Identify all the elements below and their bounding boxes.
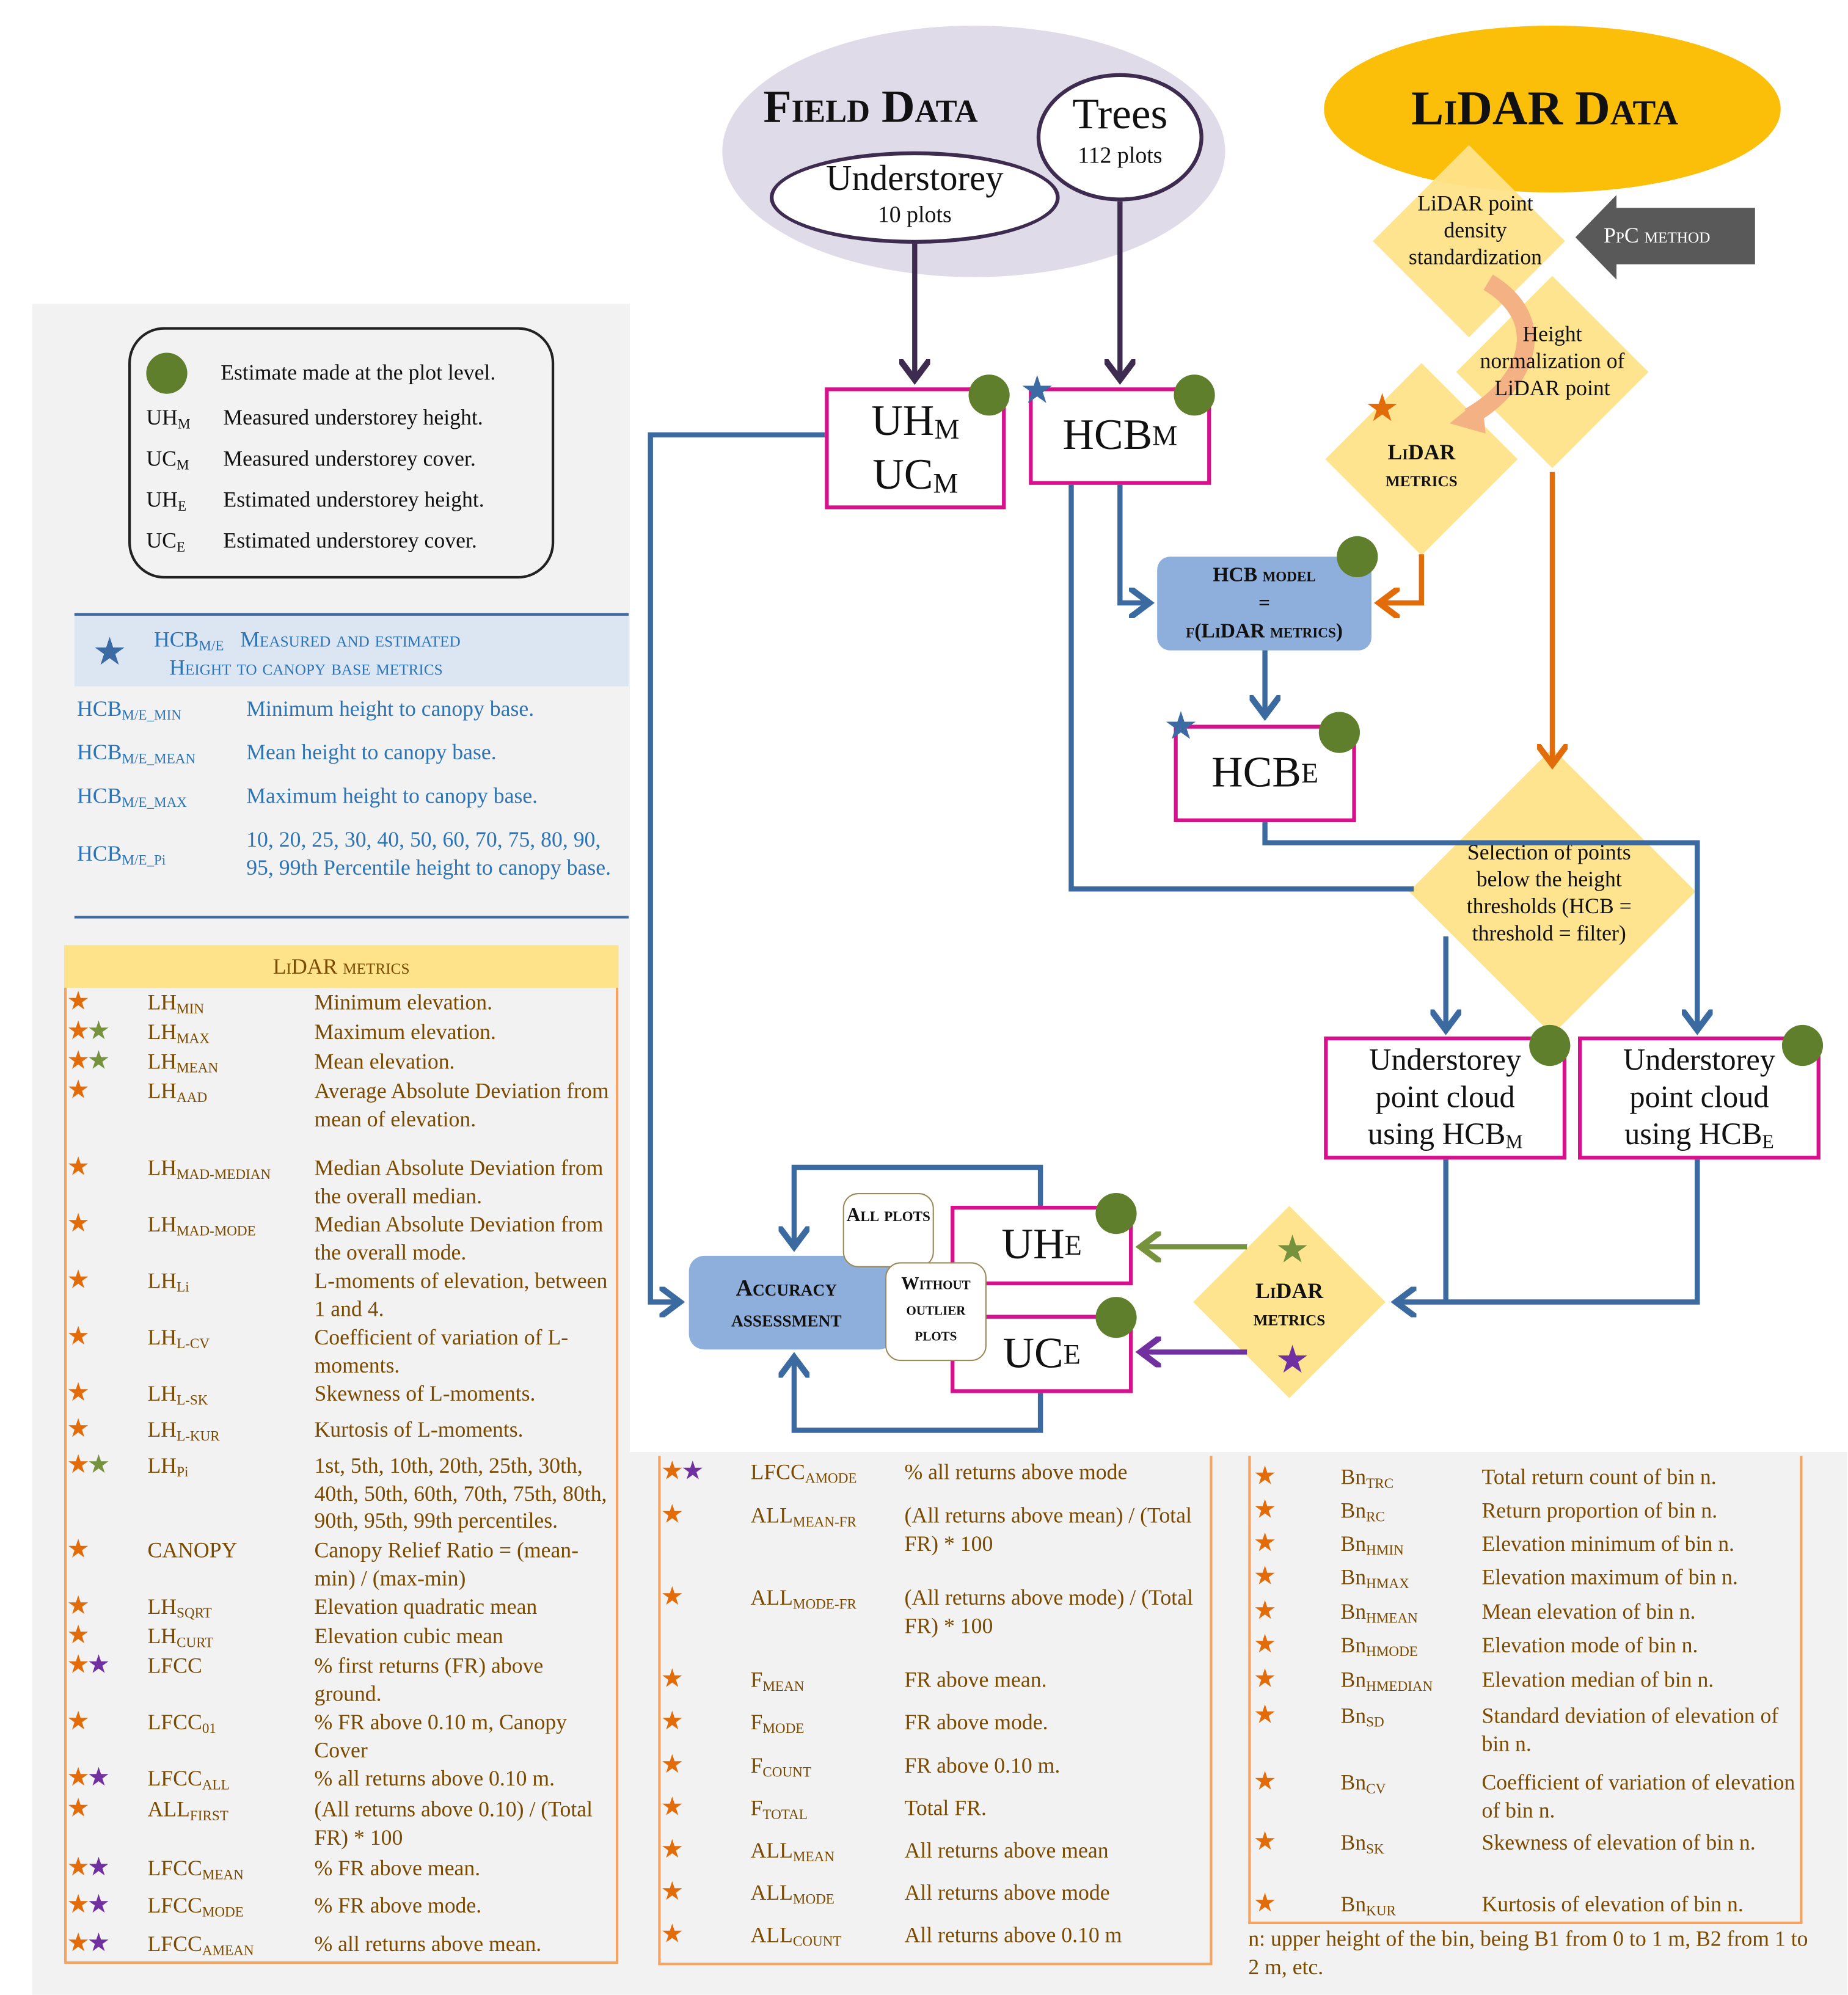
star-icon: ★ bbox=[67, 1929, 87, 1958]
metric-code: $Bn_{HMAX}$ bbox=[1340, 1565, 1409, 1592]
lidar-data-title: LiDAR Data bbox=[1411, 82, 1679, 136]
metric-code: $Bn_{SD}$ bbox=[1340, 1703, 1384, 1731]
hcb-header bbox=[75, 613, 629, 687]
metric-stars bbox=[661, 1459, 702, 1486]
blue-star-icon: ★ bbox=[92, 631, 127, 674]
metric-stars bbox=[67, 1018, 108, 1045]
star-icon: ★ bbox=[1253, 1889, 1274, 1918]
metric-stars bbox=[67, 1452, 108, 1479]
star-icon: ★ bbox=[87, 1017, 108, 1046]
arrow-cloud-e-metrics bbox=[1396, 1158, 1698, 1302]
arrow-uhm-accuracy bbox=[651, 435, 825, 1302]
hcb-model-box bbox=[1157, 556, 1371, 650]
star-icon: ★ bbox=[67, 1763, 87, 1792]
metric-stars bbox=[67, 1324, 87, 1351]
blue-star-icon: ★ bbox=[1163, 706, 1199, 748]
metric-code: $LH_{MAD-MODE}$ bbox=[147, 1212, 256, 1239]
metric-code: $LFCC_{MODE}$ bbox=[147, 1893, 244, 1920]
hcb-metric-description: 10, 20, 25, 30, 40, 50, 60, 70, 75, 80, 90, 95, 99th Percentile height to canopy base. bbox=[246, 827, 612, 880]
metric-stars bbox=[67, 1267, 87, 1294]
metric-description: (All returns above 0.10) / (Total FR) * 100 bbox=[314, 1797, 593, 1850]
metric-description: FR above mean. bbox=[904, 1667, 1047, 1692]
metric-stars bbox=[67, 1796, 87, 1823]
star-icon: ★ bbox=[1253, 1597, 1274, 1625]
metric-stars bbox=[661, 1585, 681, 1611]
metric-description: (All returns above mode) / (Total FR) * 100 bbox=[904, 1585, 1193, 1638]
legend-code: $UH_M$ bbox=[146, 405, 191, 432]
metric-code: $LH_{MAX}$ bbox=[147, 1019, 210, 1047]
metric-code: $LFCC_{MEAN}$ bbox=[147, 1856, 244, 1883]
metric-stars bbox=[661, 1922, 681, 1949]
plot-level-dot-icon bbox=[146, 353, 187, 394]
metric-stars bbox=[67, 1709, 87, 1735]
metric-stars bbox=[1254, 1702, 1274, 1729]
understorey-label: Understorey bbox=[825, 159, 1004, 199]
metric-code: $LH_{MAD-MEDIAN}$ bbox=[147, 1156, 271, 1183]
metric-description: % all returns above mean. bbox=[314, 1931, 542, 1957]
metric-code: $ALL_{MEAN}$ bbox=[750, 1838, 835, 1866]
metric-stars bbox=[67, 1855, 108, 1882]
metric-code: $LH_{Li}$ bbox=[147, 1268, 189, 1296]
metric-description: Median Absolute Deviation from the overall mode. bbox=[314, 1212, 604, 1264]
hcbe-box: HCB E bbox=[1174, 725, 1356, 823]
star-icon: ★ bbox=[87, 1929, 108, 1958]
arrow-metrics-model bbox=[1379, 554, 1422, 603]
arrow-hcbm-model bbox=[1120, 484, 1149, 603]
metric-stars bbox=[661, 1795, 681, 1822]
legend-box bbox=[128, 327, 554, 579]
accuracy-assessment-label: Accuracy assessment bbox=[731, 1275, 842, 1332]
metric-stars bbox=[1254, 1632, 1274, 1658]
hcb-model-equals: = bbox=[1258, 593, 1271, 615]
plot-level-dot-icon bbox=[968, 374, 1009, 415]
metric-description: Mean elevation. bbox=[314, 1049, 455, 1074]
metric-code: LFCC bbox=[147, 1653, 202, 1678]
legend-description: Measured understorey height. bbox=[223, 405, 483, 430]
metric-code: $ALL_{FIRST}$ bbox=[147, 1797, 228, 1825]
metric-code: $LH_{L-KUR}$ bbox=[147, 1417, 220, 1445]
cloud-hcbe-line1: Understorey bbox=[1623, 1043, 1776, 1077]
metric-description: Kurtosis of L-moments. bbox=[314, 1417, 524, 1442]
plot-level-dot-icon bbox=[1319, 712, 1360, 753]
metric-description: All returns above mode bbox=[904, 1880, 1110, 1905]
metric-stars bbox=[67, 1537, 87, 1564]
hcb-metric-description: Maximum height to canopy base. bbox=[246, 784, 538, 808]
all-plots-label: All plots bbox=[843, 1193, 934, 1267]
star-icon: ★ bbox=[67, 1379, 87, 1407]
hcb-metric-code: $HCB_{M/E\_MEAN}$ bbox=[76, 740, 196, 767]
ppc-method-label: PpC method bbox=[1604, 223, 1711, 248]
metric-stars bbox=[67, 1048, 108, 1075]
metric-description: FR above mode. bbox=[904, 1710, 1048, 1735]
metric-description: % all returns above mode bbox=[904, 1459, 1128, 1484]
metric-code: $Bn_{HMEAN}$ bbox=[1340, 1599, 1418, 1627]
star-icon: ★ bbox=[1253, 1630, 1274, 1659]
metric-code: CANOPY bbox=[147, 1537, 238, 1563]
metric-stars bbox=[1254, 1769, 1274, 1796]
field-data-title: Field Data bbox=[763, 81, 978, 133]
metric-description: % FR above mean. bbox=[314, 1856, 481, 1881]
metric-stars bbox=[67, 1652, 108, 1679]
star-icon: ★ bbox=[87, 1891, 108, 1919]
uce-box: UC E bbox=[951, 1315, 1133, 1393]
star-icon: ★ bbox=[67, 1415, 87, 1443]
purple-star-icon: ★ bbox=[1275, 1339, 1310, 1382]
metric-stars bbox=[1254, 1599, 1274, 1625]
plot-level-dot-icon bbox=[1782, 1025, 1823, 1066]
metric-description: Maximum elevation. bbox=[314, 1019, 496, 1045]
star-icon: ★ bbox=[67, 1076, 87, 1105]
star-icon: ★ bbox=[660, 1793, 681, 1822]
plot-level-dot-icon bbox=[1095, 1193, 1136, 1234]
metric-code: $ALL_{MODE}$ bbox=[750, 1880, 835, 1908]
metric-description: Mean elevation of bin n. bbox=[1481, 1599, 1696, 1624]
metric-description: Standard deviation of elevation of bin n. bbox=[1481, 1703, 1779, 1756]
star-icon: ★ bbox=[67, 1650, 87, 1679]
star-icon: ★ bbox=[1253, 1767, 1274, 1796]
legend-code: $UC_M$ bbox=[146, 446, 189, 473]
star-icon: ★ bbox=[67, 1891, 87, 1919]
star-icon: ★ bbox=[87, 1650, 108, 1679]
metric-description: Elevation median of bin n. bbox=[1481, 1667, 1714, 1692]
metric-stars bbox=[67, 1623, 87, 1650]
metric-description: Coefficient of variation of elevation of bin n. bbox=[1481, 1770, 1795, 1823]
metric-code: $Bn_{SK}$ bbox=[1340, 1830, 1384, 1858]
metric-stars bbox=[67, 989, 87, 1016]
metric-description: Median Absolute Deviation from the overall median. bbox=[314, 1156, 604, 1208]
star-icon: ★ bbox=[87, 1853, 108, 1882]
metric-code: $LH_{MIN}$ bbox=[147, 990, 205, 1018]
uhm-label: $UH_M$ bbox=[871, 396, 960, 445]
legend-description: Measured understorey cover. bbox=[223, 446, 476, 471]
metric-stars bbox=[1254, 1666, 1274, 1693]
star-icon: ★ bbox=[67, 1535, 87, 1564]
metric-description: Skewness of elevation of bin n. bbox=[1481, 1830, 1756, 1855]
star-icon: ★ bbox=[67, 1046, 87, 1075]
metric-description: Total return count of bin n. bbox=[1481, 1465, 1717, 1490]
star-icon: ★ bbox=[660, 1457, 681, 1486]
metric-stars bbox=[661, 1709, 681, 1735]
star-icon: ★ bbox=[1253, 1495, 1274, 1524]
metric-stars bbox=[67, 1892, 108, 1919]
metric-description: Elevation minimum of bin n. bbox=[1481, 1531, 1735, 1556]
metric-code: $LFCC_{01}$ bbox=[147, 1710, 216, 1737]
hcbm-box: HCB M bbox=[1029, 387, 1211, 485]
star-icon: ★ bbox=[67, 1853, 87, 1882]
metric-stars bbox=[67, 1930, 108, 1957]
metric-code: $LH_{SQRT}$ bbox=[147, 1594, 212, 1622]
star-icon: ★ bbox=[660, 1665, 681, 1693]
metric-description: Minimum elevation. bbox=[314, 990, 493, 1015]
normalization-text: Height normalization of LiDAR point bbox=[1480, 322, 1625, 401]
cloud-hcbm-line2: point cloud bbox=[1375, 1081, 1515, 1114]
star-icon: ★ bbox=[681, 1457, 702, 1486]
star-icon: ★ bbox=[660, 1583, 681, 1611]
hcb-metric-code: $HCB_{M/E\_MAX}$ bbox=[76, 784, 187, 811]
star-icon: ★ bbox=[660, 1878, 681, 1906]
metric-description: L-moments of elevation, between 1 and 4. bbox=[314, 1268, 608, 1321]
metric-description: Elevation maximum of bin n. bbox=[1481, 1565, 1738, 1589]
selection-text: Selection of points below the height thresholds (HCB = threshold = filter) bbox=[1466, 840, 1632, 946]
metric-code: $LFCC_{AMODE}$ bbox=[750, 1459, 857, 1487]
metric-description: Elevation mode of bin n. bbox=[1481, 1633, 1698, 1658]
cloud-hcbm-box bbox=[1324, 1037, 1566, 1160]
star-icon: ★ bbox=[67, 1451, 87, 1479]
blue-star-icon: ★ bbox=[1020, 369, 1055, 412]
lidar-metrics-text-top: LiDAR metrics bbox=[1385, 440, 1458, 492]
star-icon: ★ bbox=[87, 1451, 108, 1479]
metric-code: $F_{COUNT}$ bbox=[750, 1753, 811, 1781]
star-icon: ★ bbox=[1253, 1562, 1274, 1591]
star-icon: ★ bbox=[660, 1751, 681, 1779]
metric-stars bbox=[1254, 1497, 1274, 1524]
trees-count: 112 plots bbox=[1078, 142, 1163, 169]
star-icon: ★ bbox=[67, 1017, 87, 1046]
metric-description: (All returns above mean) / (Total FR) * 100 bbox=[904, 1503, 1192, 1556]
metric-description: Kurtosis of elevation of bin n. bbox=[1481, 1892, 1744, 1917]
hcb-metric-description: Minimum height to canopy base. bbox=[246, 696, 535, 721]
star-icon: ★ bbox=[660, 1836, 681, 1864]
metric-description: Elevation cubic mean bbox=[314, 1624, 503, 1649]
metric-description: Coefficient of variation of L-moments. bbox=[314, 1325, 569, 1377]
metric-code: $Bn_{HMIN}$ bbox=[1340, 1531, 1404, 1559]
star-icon: ★ bbox=[660, 1501, 681, 1530]
metric-description: All returns above mean bbox=[904, 1838, 1109, 1863]
without-outlier-plots-label: Without outlier plots bbox=[885, 1262, 987, 1361]
lidar-metrics-header: LiDAR metrics bbox=[64, 946, 618, 988]
metric-code: $LH_{CURT}$ bbox=[147, 1624, 214, 1651]
plot-level-dot-icon bbox=[1174, 374, 1214, 415]
metric-description: % FR above 0.10 m, Canopy Cover bbox=[314, 1710, 568, 1762]
metric-code: $Bn_{HMODE}$ bbox=[1340, 1633, 1418, 1660]
star-icon: ★ bbox=[1253, 1701, 1274, 1729]
metric-code: $LH_{MEAN}$ bbox=[147, 1049, 219, 1076]
metric-stars bbox=[1254, 1891, 1274, 1917]
metric-description: All returns above 0.10 m bbox=[904, 1922, 1122, 1947]
metric-stars bbox=[67, 1154, 87, 1181]
legend-description: Estimated understorey cover. bbox=[223, 528, 477, 553]
metric-stars bbox=[661, 1837, 681, 1864]
star-icon: ★ bbox=[67, 1209, 87, 1238]
metric-description: % first returns (FR) above ground. bbox=[314, 1653, 544, 1705]
metric-stars bbox=[67, 1380, 87, 1407]
accuracy-assessment-box bbox=[689, 1256, 894, 1349]
orange-star-icon: ★ bbox=[1365, 387, 1400, 430]
metric-description: Elevation quadratic mean bbox=[314, 1594, 538, 1619]
star-icon: ★ bbox=[67, 1794, 87, 1823]
metric-code: $ALL_{MEAN-FR}$ bbox=[750, 1503, 856, 1531]
metric-code: $LH_{L-SK}$ bbox=[147, 1381, 208, 1409]
metric-stars bbox=[1254, 1530, 1274, 1557]
metric-stars bbox=[661, 1752, 681, 1779]
ucm-label: $UC_M$ bbox=[872, 451, 959, 498]
metric-code: $Bn_{TRC}$ bbox=[1340, 1465, 1394, 1492]
star-icon: ★ bbox=[1253, 1665, 1274, 1693]
star-icon: ★ bbox=[1253, 1828, 1274, 1856]
plot-level-dot-icon bbox=[1529, 1025, 1570, 1066]
metric-stars bbox=[67, 1416, 87, 1443]
star-icon: ★ bbox=[67, 1707, 87, 1736]
metric-code: $Bn_{CV}$ bbox=[1340, 1770, 1386, 1798]
legend-code: $UC_E$ bbox=[146, 528, 186, 556]
metric-code: $ALL_{COUNT}$ bbox=[750, 1922, 842, 1950]
metric-description: % all returns above 0.10 m. bbox=[314, 1766, 555, 1791]
star-icon: ★ bbox=[67, 987, 87, 1016]
cloud-hcbe-line3: using $HCB_E$ bbox=[1624, 1118, 1774, 1153]
metric-description: 1st, 5th, 10th, 20th, 25th, 30th, 40th, 50th, 60th, 70th, 75th, 80th, 90th, 95th, 99th percentiles. bbox=[314, 1453, 607, 1533]
metric-code: $ALL_{MODE-FR}$ bbox=[750, 1585, 856, 1613]
metric-code: $F_{MODE}$ bbox=[750, 1710, 805, 1737]
metric-description: Total FR. bbox=[904, 1795, 987, 1820]
metric-description: Skewness of L-moments. bbox=[314, 1381, 536, 1406]
bin-note: n: upper height of the bin, being B1 from 0 to 1 m, B2 from 1 to 2 m, etc. bbox=[1248, 1927, 1808, 1980]
hcb-header-text: $HCB_{M/E}$ Measured and estimated Height to canopy base metrics bbox=[153, 627, 461, 680]
metric-stars bbox=[1254, 1564, 1274, 1591]
metric-code: $LH_{AAD}$ bbox=[147, 1079, 208, 1106]
hcb-model-title: HCB model bbox=[1213, 564, 1316, 586]
metric-stars bbox=[661, 1666, 681, 1693]
arrow-hcbe-cloud bbox=[1265, 821, 1698, 1030]
plot-level-dot-icon bbox=[1337, 536, 1378, 577]
metric-code: $LFCC_{ALL}$ bbox=[147, 1766, 230, 1793]
metric-stars bbox=[661, 1879, 681, 1906]
cloud-hcbm-line3: using $HCB_M$ bbox=[1367, 1118, 1523, 1153]
metric-stars bbox=[1254, 1829, 1274, 1856]
star-icon: ★ bbox=[660, 1920, 681, 1949]
hcb-model-function: f(LiDAR metrics) bbox=[1186, 621, 1343, 643]
uhe-box: UH E bbox=[951, 1206, 1133, 1285]
star-icon: ★ bbox=[67, 1153, 87, 1182]
cloud-hcbm-line1: Understorey bbox=[1369, 1043, 1522, 1077]
metric-description: Return proportion of bin n. bbox=[1481, 1498, 1718, 1523]
metric-code: $LH_{Pi}$ bbox=[147, 1453, 189, 1481]
hcb-metric-code: $HCB_{M/E\_MIN}$ bbox=[76, 696, 181, 724]
star-icon: ★ bbox=[1253, 1529, 1274, 1558]
legend-description: Estimated understorey height. bbox=[223, 487, 484, 512]
lidar-metrics-text-bottom: LiDAR metrics bbox=[1253, 1278, 1326, 1330]
density-text: LiDAR point density standardization bbox=[1408, 191, 1543, 269]
green-star-icon: ★ bbox=[1275, 1228, 1310, 1272]
star-icon: ★ bbox=[67, 1621, 87, 1650]
metric-code: $Bn_{RC}$ bbox=[1340, 1498, 1386, 1525]
metric-stars bbox=[67, 1078, 87, 1104]
metric-description: Canopy Relief Ratio = (mean- min) / (max-min) bbox=[314, 1537, 579, 1590]
star-icon: ★ bbox=[660, 1707, 681, 1736]
metric-stars bbox=[661, 1502, 681, 1529]
metric-description: FR above 0.10 m. bbox=[904, 1753, 1061, 1778]
plot-level-dot-icon bbox=[1095, 1297, 1136, 1338]
hcb-metric-description: Mean height to canopy base. bbox=[246, 740, 497, 765]
understorey-count: 10 plots bbox=[877, 201, 952, 227]
metric-stars bbox=[67, 1765, 108, 1792]
metric-code: $LFCC_{AMEAN}$ bbox=[147, 1931, 254, 1959]
metric-code: $F_{MEAN}$ bbox=[750, 1667, 805, 1695]
legend-dot-text: Estimate made at the plot level. bbox=[221, 360, 496, 385]
trees-label: Trees bbox=[1072, 91, 1168, 139]
metric-description: % FR above mode. bbox=[314, 1893, 482, 1918]
star-icon: ★ bbox=[67, 1266, 87, 1294]
star-icon: ★ bbox=[87, 1763, 108, 1792]
metric-stars bbox=[67, 1211, 87, 1238]
metric-stars bbox=[67, 1593, 87, 1620]
metric-stars bbox=[1254, 1464, 1274, 1490]
metric-code: $Bn_{KUR}$ bbox=[1340, 1892, 1396, 1919]
hcb-divider bbox=[75, 916, 629, 918]
star-icon: ★ bbox=[67, 1592, 87, 1621]
metric-code: $LH_{L-CV}$ bbox=[147, 1325, 210, 1352]
legend-code: $UH_E$ bbox=[146, 487, 187, 515]
star-icon: ★ bbox=[67, 1322, 87, 1351]
hcb-metric-code: $HCB_{M/E\_Pi}$ bbox=[76, 841, 166, 869]
metric-code: $F_{TOTAL}$ bbox=[750, 1795, 808, 1823]
cloud-hcbe-line2: point cloud bbox=[1629, 1081, 1769, 1114]
star-icon: ★ bbox=[87, 1046, 108, 1075]
metric-code: $Bn_{HMEDIAN}$ bbox=[1340, 1667, 1433, 1695]
metric-description: Average Absolute Deviation from mean of elevation. bbox=[314, 1079, 609, 1131]
star-icon: ★ bbox=[1253, 1462, 1274, 1491]
